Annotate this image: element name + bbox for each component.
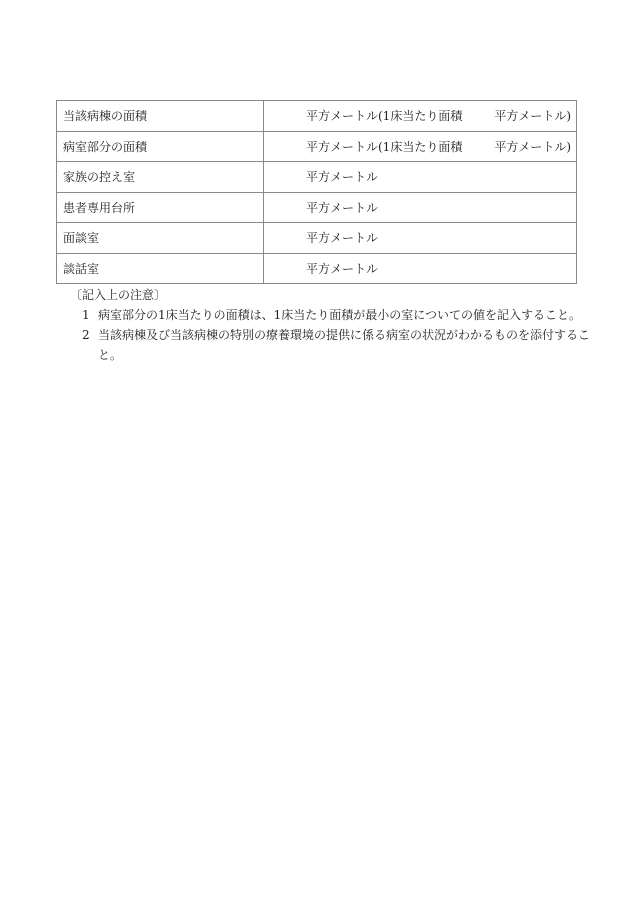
row-value[interactable] bbox=[264, 131, 577, 162]
value-unit: 平方メートル bbox=[306, 170, 379, 185]
row-label: 談話室 bbox=[57, 253, 264, 284]
row-label: 当該病棟の面積 bbox=[57, 101, 264, 132]
row-value[interactable] bbox=[264, 101, 577, 132]
entry-notes bbox=[70, 285, 590, 365]
area-form-table bbox=[56, 100, 577, 284]
row-label: 病室部分の面積 bbox=[57, 131, 264, 162]
note-text: 当該病棟及び当該病棟の特別の療養環境の提供に係る病室の状況がわかるものを添付すること。 bbox=[98, 328, 591, 362]
value-unit: 平方メートル(1床当たり面積 bbox=[306, 109, 463, 124]
value-unit: 平方メートル(1床当たり面積 bbox=[306, 139, 463, 154]
row-label: 面談室 bbox=[57, 223, 264, 254]
table-row bbox=[57, 131, 577, 162]
table-row bbox=[57, 253, 577, 284]
value-unit: 平方メートル bbox=[306, 231, 379, 246]
row-value[interactable] bbox=[264, 192, 577, 223]
row-label: 患者専用台所 bbox=[57, 192, 264, 223]
value-unit-suffix: 平方メートル) bbox=[494, 109, 572, 124]
value-unit: 平方メートル bbox=[306, 200, 379, 215]
note-item bbox=[82, 305, 590, 325]
row-value[interactable] bbox=[264, 253, 577, 284]
row-value[interactable] bbox=[264, 223, 577, 254]
value-unit: 平方メートル bbox=[306, 261, 379, 276]
table-row bbox=[57, 162, 577, 193]
table-row bbox=[57, 223, 577, 254]
note-number: 2 bbox=[82, 328, 90, 342]
note-item bbox=[82, 325, 590, 365]
notes-heading: 〔記入上の注意〕 bbox=[70, 288, 167, 302]
row-value[interactable] bbox=[264, 162, 577, 193]
table-row bbox=[57, 192, 577, 223]
value-unit-suffix: 平方メートル) bbox=[494, 139, 572, 154]
note-text: 病室部分の1床当たりの面積は、1床当たり面積が最小の室についての値を記入すること。 bbox=[98, 308, 582, 322]
note-number: 1 bbox=[82, 308, 90, 322]
row-label: 家族の控え室 bbox=[57, 162, 264, 193]
table-row bbox=[57, 101, 577, 132]
